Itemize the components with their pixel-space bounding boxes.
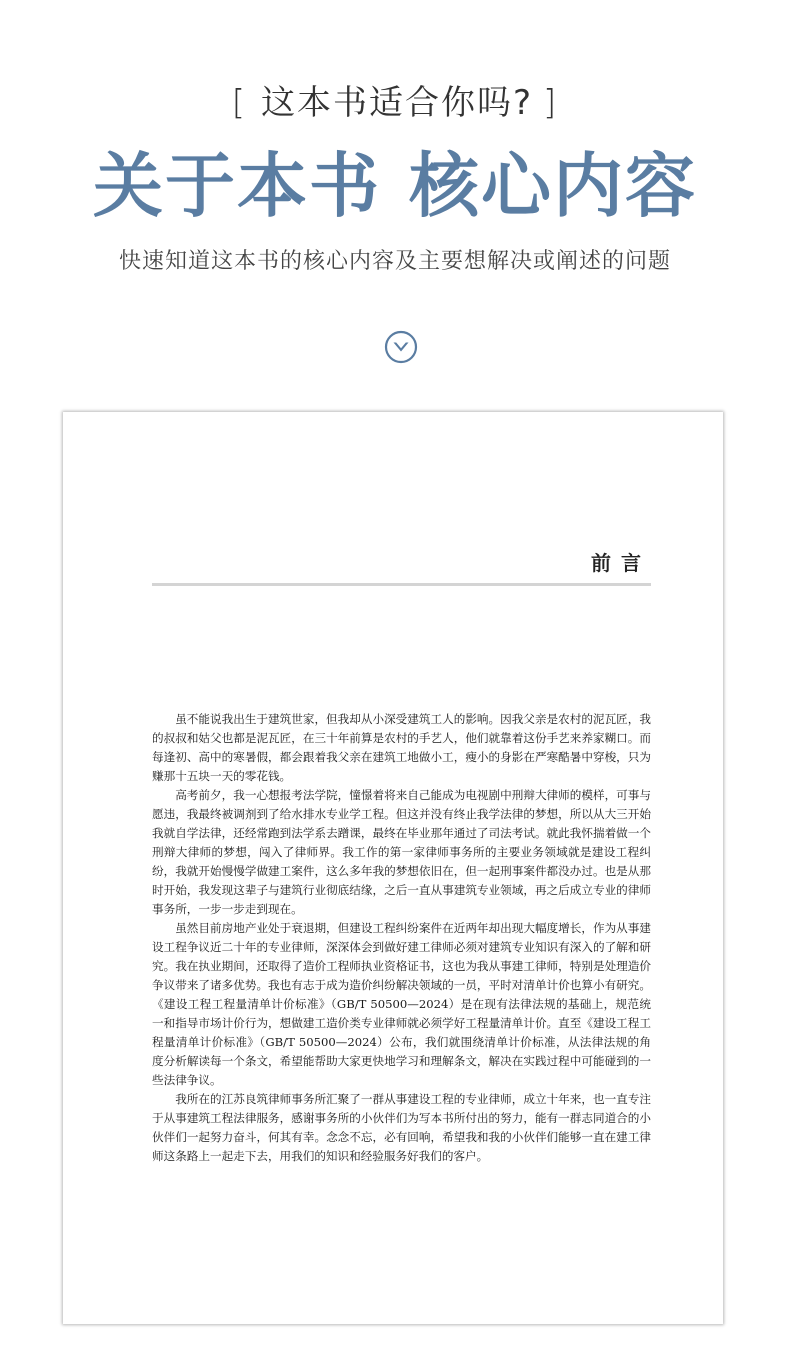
preface-paragraph: 高考前夕，我一心想报考法学院，憧憬着将来自己能成为电视剧中刑辩大律师的模样，可事与愿违，我最终被调剂到了给水排水专业学工程。但这并没有终止我学法律的梦想，所以从大三开始我就自学法律，还经常跑到法学系去蹭课，最终在毕业那年通过了司法考试。就此我怀揣着做一个刑辩大律师的梦想，闯入了律师界。我工作的第一家律师事务所的主要业务领域就是建设工程纠纷，我就开始慢慢学做建工案件，这么多年我的梦想依旧在，但一起刑事案件都没办过。也是从那时开始，我发现这辈子与建筑行业彻底结缘，之后一直从事建筑专业领域，再之后成立专业的律师事务所，一步一步走到现在。 xyxy=(152,788,651,916)
title-about-book: 关于本书 xyxy=(93,144,381,227)
main-title xyxy=(0,138,790,234)
intro-header xyxy=(0,0,790,400)
subtitle: 快速知道这本书的核心内容及主要想解决或阐述的问题 xyxy=(118,249,671,274)
question-line xyxy=(0,78,790,128)
book-page-preview xyxy=(63,412,723,1324)
right-bracket: ] xyxy=(543,83,559,123)
preface-paragraph: 虽不能说我出生于建筑世家，但我却从小深受建筑工人的影响。因我父亲是农村的泥瓦匠，我的叔叔和姑父也都是泥瓦匠，在三十年前算是农村的手艺人，他们就靠着这份手艺来养家糊口。而每逢初、高中的寒暑假，都会跟着我父亲在建筑工地做小工，瘦小的身影在严寒酷暑中穿梭，只为赚那十五块一天的零花钱。 xyxy=(152,712,651,783)
chevron-down-circle-icon[interactable] xyxy=(384,330,418,364)
preface-body xyxy=(152,710,651,1166)
preface-paragraph: 虽然目前房地产业处于衰退期，但建设工程纠纷案件在近两年却出现大幅度增长，作为从事建设工程争议近二十年的专业律师，深深体会到做好建工律师必须对建筑专业知识有深入的了解和研究。我在执业期间，还取得了造价工程师执业资格证书，这也为我从事建工律师，特别是处理造价争议带来了诸多优势。我也有志于成为造价纠纷解决领域的一员，平时对清单计价也算小有研究。《建设工程工程量清单计价标准》（GB/T 50500—2024）是在现有法律法规的基础上，规范统一和指导市场计价行为，想做建工造价类专业律师就必须学好工程量清单计价。直至《建设工程工程量清单计价标准》（GB/T 50500—2024）公布，我们就围绕清单计价标准，从法律法规的角度分析解读每一个条文，希望能帮助大家更快地学习和理解条文，解决在实践过程中可能碰到的一些法律争议。 xyxy=(152,921,651,1087)
preface-heading: 前言 xyxy=(591,551,651,575)
heading-divider xyxy=(152,583,651,586)
question-text: 这本书适合你吗? xyxy=(260,83,534,123)
left-bracket: [ xyxy=(231,83,247,123)
title-core-content: 核心内容 xyxy=(409,144,697,227)
preface-paragraph: 我所在的江苏良筑律师事务所汇聚了一群从事建设工程的专业律师，成立十年来，也一直专注于从事建筑工程法律服务，感谢事务所的小伙伴们为写本书所付出的努力，能有一群志同道合的小伙伴们一起努力奋斗，何其有幸。念念不忘，必有回响，希望我和我的小伙伴们能够一直在建工律师这条路上一起走下去，用我们的知识和经验服务好我们的客户。 xyxy=(152,1092,651,1163)
